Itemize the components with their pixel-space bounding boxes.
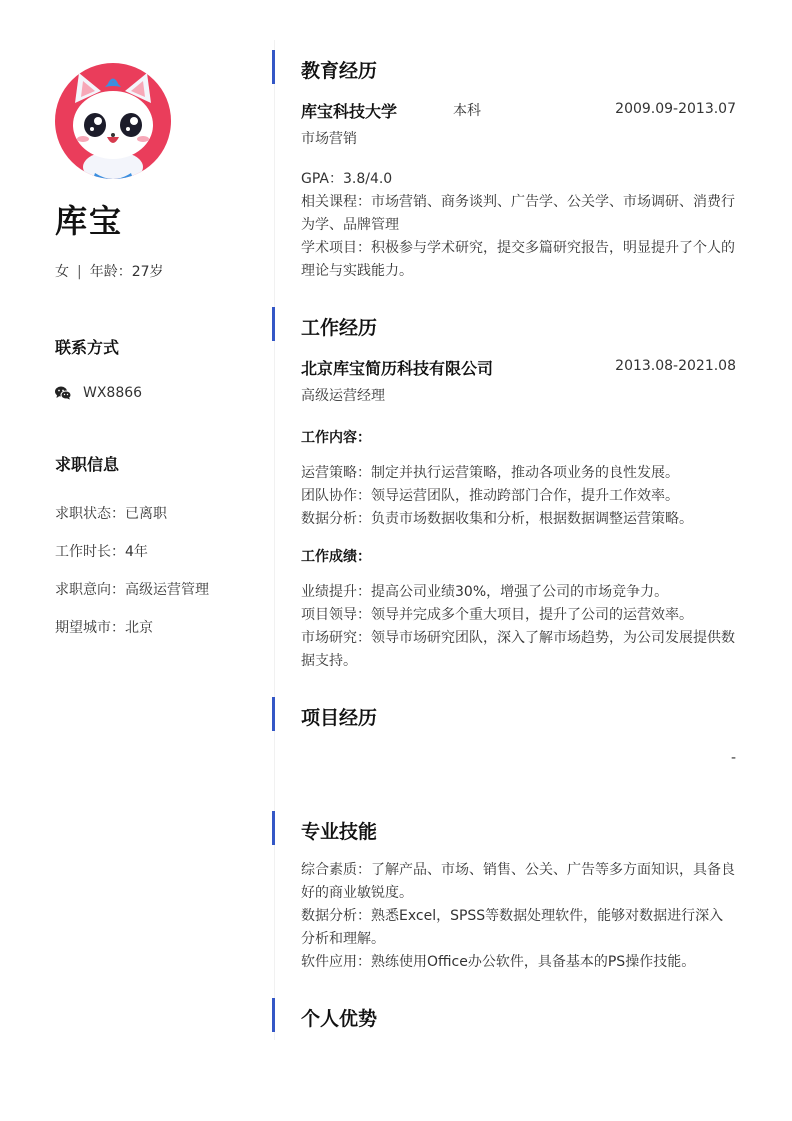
- education-date: 2009.09-2013.07: [615, 101, 736, 117]
- gender: 女: [55, 264, 69, 280]
- section-accent-bar: [272, 998, 275, 1032]
- work-years: 工作时长：4年: [55, 544, 148, 560]
- job-status: 求职状态：已离职: [55, 506, 167, 522]
- list-item: 团队协作：领导运营团队，推动跨部门合作，提升工作效率。: [301, 488, 679, 504]
- list-item: 综合素质：了解产品、市场、销售、公关、广告等多方面知识，具备良好的商业敏锐度。: [301, 862, 735, 901]
- education-details: [301, 168, 737, 283]
- job-info-heading: 求职信息: [55, 455, 120, 474]
- list-item: 数据分析：熟悉Excel，SPSS等数据处理软件，能够对数据进行深入分析和理解。: [301, 908, 724, 947]
- avatar: [55, 63, 171, 179]
- basic-info: [55, 261, 164, 281]
- section-accent-bar: [272, 811, 275, 845]
- section-accent-bar: [272, 697, 275, 731]
- cat-mascot-icon: [55, 63, 171, 179]
- separator: |: [77, 264, 82, 280]
- job-intent: 求职意向：高级运营管理: [55, 582, 209, 598]
- wechat-id: WX8866: [83, 385, 143, 401]
- list-item: 项目领导：领导并完成多个重大项目，提升了公司的运营效率。: [301, 607, 693, 623]
- degree: 本科: [453, 103, 481, 119]
- work-content-list: [301, 462, 737, 531]
- list-item: 软件应用：熟练使用Office办公软件，具备基本的PS操作技能。: [301, 954, 696, 970]
- contact-heading: 联系方式: [55, 338, 120, 357]
- work-achievement-list: [301, 581, 737, 673]
- company-name: 北京库宝简历科技有限公司: [301, 359, 494, 378]
- school-name: 库宝科技大学: [301, 102, 398, 121]
- sidebar: [0, 0, 276, 1121]
- work-heading: 工作经历: [301, 317, 378, 339]
- education-heading: 教育经历: [301, 60, 378, 82]
- courses: 相关课程：市场营销、商务谈判、广告学、公关学、市场调研、消费行为学、品牌管理: [301, 194, 735, 233]
- projects-heading: 项目经历: [301, 707, 378, 729]
- skills-heading: 专业技能: [301, 821, 378, 843]
- candidate-name: 库宝: [55, 202, 124, 240]
- list-item: 数据分析：负责市场数据收集和分析，根据数据调整运营策略。: [301, 511, 693, 527]
- expected-city: 期望城市：北京: [55, 620, 153, 636]
- section-accent-bar: [272, 307, 275, 341]
- list-item: 市场研究：领导市场研究团队，深入了解市场趋势，为公司发展提供数据支持。: [301, 630, 735, 669]
- academic-projects: 学术项目：积极参与学术研究，提交多篇研究报告，明显提升了个人的理论与实践能力。: [301, 240, 735, 279]
- major: 市场营销: [301, 131, 357, 147]
- work-achievement-heading: 工作成绩：: [301, 549, 371, 565]
- position: 高级运营经理: [301, 388, 385, 404]
- strengths-heading: 个人优势: [301, 1008, 378, 1030]
- work-content-heading: 工作内容：: [301, 430, 371, 446]
- list-item: 业绩提升：提高公司业绩30%，增强了公司的市场竞争力。: [301, 584, 669, 600]
- section-accent-bar: [272, 50, 275, 84]
- work-date: 2013.08-2021.08: [615, 358, 736, 374]
- contact-wechat: [55, 385, 142, 401]
- age: 年龄：27岁: [89, 264, 164, 280]
- list-item: 运营策略：制定并执行运营策略，推动各项业务的良性发展。: [301, 465, 679, 481]
- gpa: GPA：3.8/4.0: [301, 171, 393, 187]
- skills-list: [301, 859, 737, 974]
- projects-placeholder: -: [730, 750, 736, 766]
- column-divider: [274, 40, 275, 1040]
- wechat-icon: [55, 386, 71, 400]
